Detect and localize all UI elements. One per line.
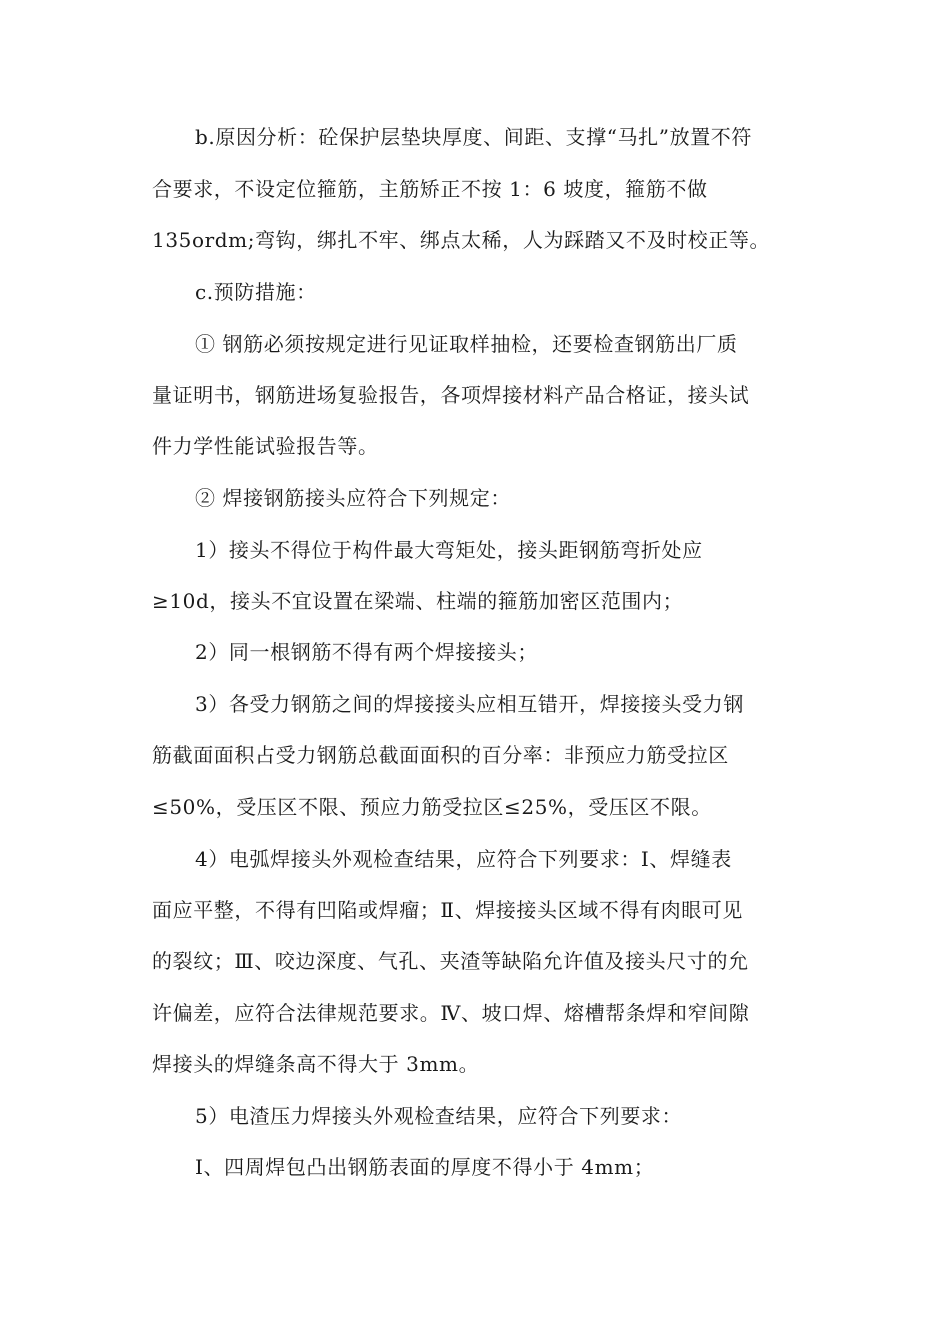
text-line: 合要求，不设定位箍筋，主筋矫正不按 1：6 坡度，箍筋不做 (152, 177, 708, 201)
text-line: 筋截面面积占受力钢筋总截面面积的百分率：非预应力筋受拉区 (152, 743, 729, 767)
text-line: 面应平整，不得有凹陷或焊瘤；Ⅱ、焊接接头区域不得有肉眼可见 (152, 898, 743, 922)
text-line: 量证明书，钢筋进场复验报告，各项焊接材料产品合格证，接头试 (152, 383, 750, 407)
text-line: ≤50%，受压区不限、预应力筋受拉区≤25%，受压区不限。 (152, 795, 712, 819)
text-line: 焊接头的焊缝条高不得大于 3mm。 (152, 1052, 480, 1076)
text-line: ① 钢筋必须按规定进行见证取样抽检，还要检查钢筋出厂质 (195, 332, 738, 356)
text-line: 件力学性能试验报告等。 (152, 434, 379, 458)
text-line: b.原因分析：砼保护层垫块厚度、间距、支撑“马扎”放置不符 (195, 125, 753, 149)
text-line: ② 焊接钢筋接头应符合下列规定： (195, 486, 511, 510)
text-line: Ⅰ、四周焊包凸出钢筋表面的厚度不得小于 4mm； (195, 1155, 655, 1179)
text-line: 135ordm;弯钩，绑扎不牢、绑点太稀，人为踩踏又不及时校正等。 (152, 228, 771, 252)
text-line: 2）同一根钢筋不得有两个焊接接头； (195, 640, 538, 664)
text-line: 许偏差，应符合法律规范要求。Ⅳ、坡口焊、熔槽帮条焊和窄间隙 (152, 1001, 750, 1025)
text-line: 的裂纹；Ⅲ、咬边深度、气孔、夹渣等缺陷允许值及接头尺寸的允 (152, 949, 749, 973)
text-line: 1）接头不得位于构件最大弯矩处，接头距钢筋弯折处应 (195, 538, 703, 562)
text-line: ≥10d，接头不宜设置在梁端、柱端的箍筋加密区范围内； (152, 589, 684, 613)
text-line: c.预防措施： (195, 280, 317, 304)
text-line: 4）电弧焊接头外观检查结果，应符合下列要求：Ⅰ、焊缝表 (195, 847, 732, 871)
text-line: 5）电渣压力焊接头外观检查结果，应符合下列要求： (195, 1104, 683, 1128)
text-line: 3）各受力钢筋之间的焊接接头应相互错开，焊接接头受力钢 (195, 692, 744, 716)
